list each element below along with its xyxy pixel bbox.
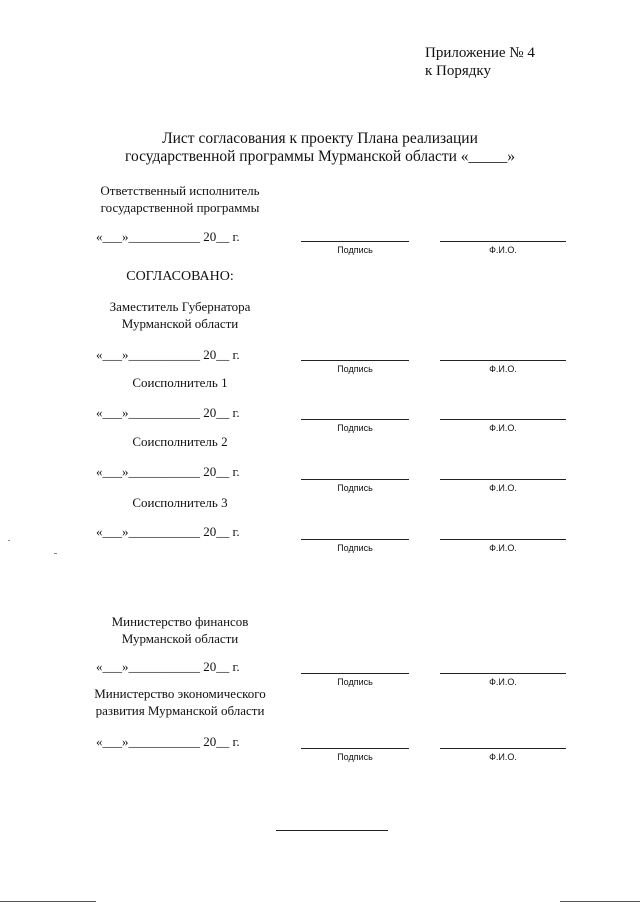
signature-caption: Подпись bbox=[337, 245, 373, 255]
date-field: «___»___________ 20__ г. bbox=[96, 347, 240, 362]
signature-line bbox=[301, 479, 409, 480]
responsible-line-1: Ответственный исполнитель bbox=[100, 183, 260, 198]
approver-block-label bbox=[90, 613, 270, 647]
signature-caption: Подпись bbox=[337, 677, 373, 687]
approver-line-1: Министерство финансов bbox=[111, 614, 249, 629]
signature-caption: Подпись bbox=[337, 752, 373, 762]
signature-caption: Подпись bbox=[337, 364, 373, 374]
fio-caption: Ф.И.О. bbox=[489, 752, 517, 762]
signature-line bbox=[301, 748, 409, 749]
fio-line bbox=[440, 241, 566, 242]
date-field: «___»___________ 20__ г. bbox=[96, 659, 240, 674]
date-field: «___»___________ 20__ г. bbox=[96, 524, 240, 539]
approver-line-1: Заместитель Губернатора bbox=[109, 299, 251, 314]
fio-caption: Ф.И.О. bbox=[489, 677, 517, 687]
approver-line-2: развития Мурманской области bbox=[95, 703, 265, 718]
signature-line bbox=[301, 673, 409, 674]
approver-line-2: Мурманской области bbox=[121, 631, 239, 646]
approver-block-label bbox=[80, 685, 280, 719]
fio-caption: Ф.И.О. bbox=[489, 245, 517, 255]
signature-line bbox=[301, 241, 409, 242]
page-subtitle: государственной программы Мурманской области «_____» bbox=[124, 148, 516, 165]
scan-speck bbox=[54, 553, 57, 554]
approver-block-label: Соисполнитель 3 bbox=[132, 495, 228, 510]
fio-line bbox=[440, 673, 566, 674]
fio-line bbox=[440, 360, 566, 361]
approver-line-1: Министерство экономического bbox=[94, 686, 266, 701]
signature-caption: Подпись bbox=[337, 483, 373, 493]
signature-caption: Подпись bbox=[337, 423, 373, 433]
approver-block-label bbox=[90, 298, 270, 332]
fio-line bbox=[440, 479, 566, 480]
fio-line bbox=[440, 419, 566, 420]
responsible-line-2: государственной программы bbox=[100, 200, 260, 215]
date-field: «___»___________ 20__ г. bbox=[96, 464, 240, 479]
agreed-heading: СОГЛАСОВАНО: bbox=[126, 269, 234, 284]
page-title: Лист согласования к проекту Плана реализации bbox=[162, 130, 478, 147]
fio-caption: Ф.И.О. bbox=[489, 423, 517, 433]
signature-caption: Подпись bbox=[337, 543, 373, 553]
approver-block-label: Соисполнитель 1 bbox=[132, 375, 228, 390]
signature-line bbox=[301, 419, 409, 420]
responsible-executor-label bbox=[90, 182, 270, 216]
fio-line bbox=[440, 539, 566, 540]
scan-edge-line bbox=[560, 901, 640, 902]
fio-caption: Ф.И.О. bbox=[489, 483, 517, 493]
date-field: «___»___________ 20__ г. bbox=[96, 734, 240, 749]
appendix-number: Приложение № 4 bbox=[425, 45, 535, 61]
end-separator bbox=[276, 830, 388, 831]
scan-speck bbox=[8, 540, 10, 541]
date-field: «___»___________ 20__ г. bbox=[96, 405, 240, 420]
appendix-reference: к Порядку bbox=[425, 63, 491, 79]
date-field: «___»___________ 20__ г. bbox=[96, 229, 240, 244]
fio-caption: Ф.И.О. bbox=[489, 543, 517, 553]
fio-line bbox=[440, 748, 566, 749]
signature-line bbox=[301, 360, 409, 361]
signature-line bbox=[301, 539, 409, 540]
fio-caption: Ф.И.О. bbox=[489, 364, 517, 374]
approver-line-2: Мурманской области bbox=[121, 316, 239, 331]
scan-edge-line bbox=[0, 901, 96, 902]
approver-block-label: Соисполнитель 2 bbox=[132, 434, 228, 449]
